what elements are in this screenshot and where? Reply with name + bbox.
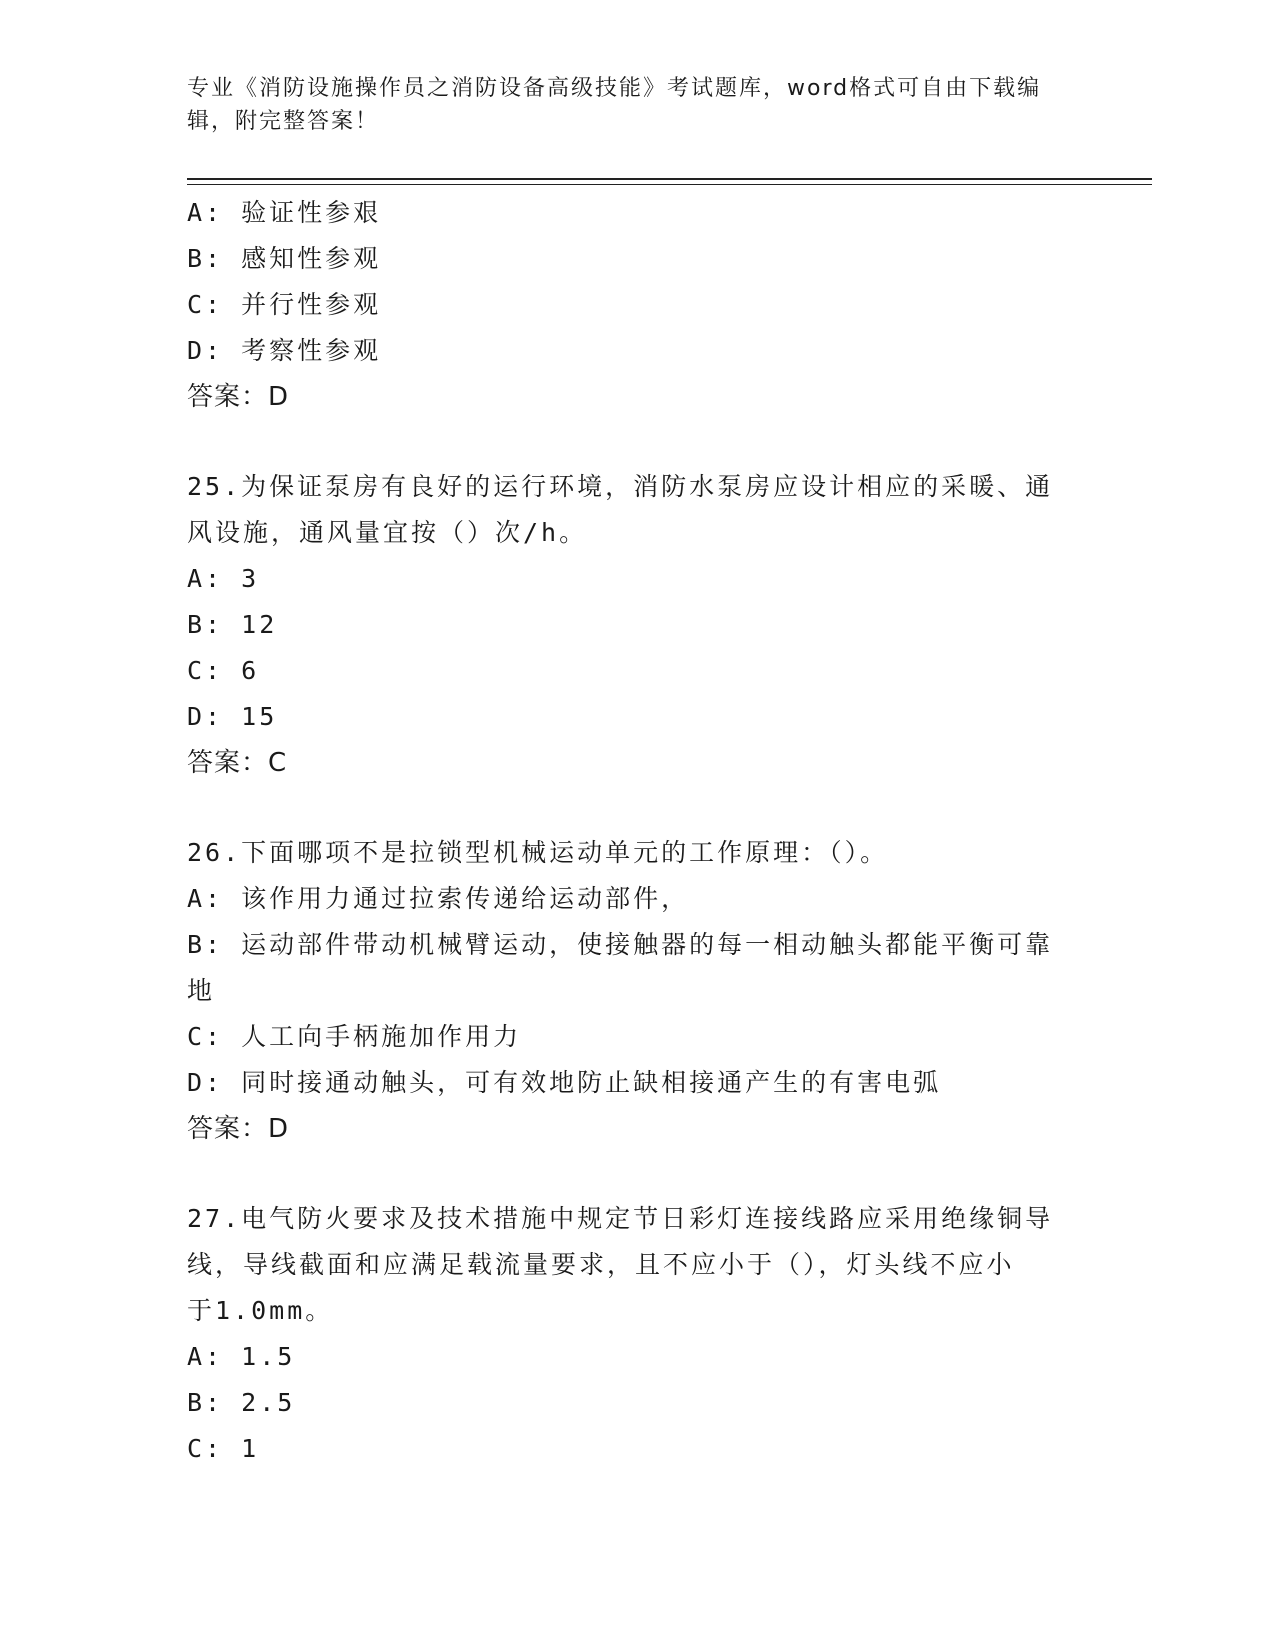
- question-stem: 25.为保证泵房有良好的运行环境，消防水泵房应设计相应的采暖、通: [187, 472, 1054, 501]
- option-c: C: 人工向手柄施加作用力: [187, 1022, 522, 1051]
- question-block-27: [187, 1196, 1067, 1472]
- option-b: B: 2.5: [187, 1388, 296, 1417]
- option-a: A: 1.5: [187, 1342, 296, 1371]
- option-b-continued: 地: [187, 976, 216, 1005]
- question-stem: 27.电气防火要求及技术措施中规定节日彩灯连接线路应采用绝缘铜导: [187, 1204, 1054, 1233]
- option-c: C: 1: [187, 1434, 260, 1463]
- header-divider-bottom: [187, 184, 1152, 185]
- question-stem-continued: 风设施，通风量宜按（）次/h。: [187, 518, 588, 547]
- question-block-26: [187, 830, 1067, 1152]
- option-a: A: 3: [187, 564, 260, 593]
- answer-line: 答案：D: [187, 1114, 290, 1144]
- question-list: [187, 190, 1067, 1472]
- answer-line: 答案：C: [187, 748, 288, 778]
- option-d: D: 考察性参观: [187, 336, 382, 365]
- option-d: D: 15: [187, 702, 278, 731]
- question-stem-continued: 线，导线截面和应满足载流量要求，且不应小于（），灯头线不应小: [187, 1250, 1015, 1279]
- option-b: B: 12: [187, 610, 278, 639]
- question-block-24: [187, 190, 1067, 420]
- option-d: D: 同时接通动触头，可有效地防止缺相接通产生的有害电弧: [187, 1068, 942, 1097]
- question-stem-continued: 于1.0mm。: [187, 1296, 334, 1325]
- answer-line: 答案：D: [187, 382, 290, 412]
- document-header: 专业《消防设施操作员之消防设备高级技能》考试题库，word格式可自由下载编辑，附完整答案！: [187, 76, 1042, 134]
- question-block-25: [187, 464, 1067, 786]
- option-a: A: 验证性参艰: [187, 198, 382, 227]
- header-divider-top: [187, 178, 1152, 180]
- question-stem: 26.下面哪项不是拉锁型机械运动单元的工作原理：（）。: [187, 838, 889, 867]
- option-c: C: 并行性参观: [187, 290, 382, 319]
- option-c: C: 6: [187, 656, 260, 685]
- option-b: B: 运动部件带动机械臂运动，使接触器的每一相动触头都能平衡可靠: [187, 930, 1054, 959]
- option-a: A: 该作用力通过拉索传递给运动部件，: [187, 884, 690, 913]
- option-b: B: 感知性参观: [187, 244, 382, 273]
